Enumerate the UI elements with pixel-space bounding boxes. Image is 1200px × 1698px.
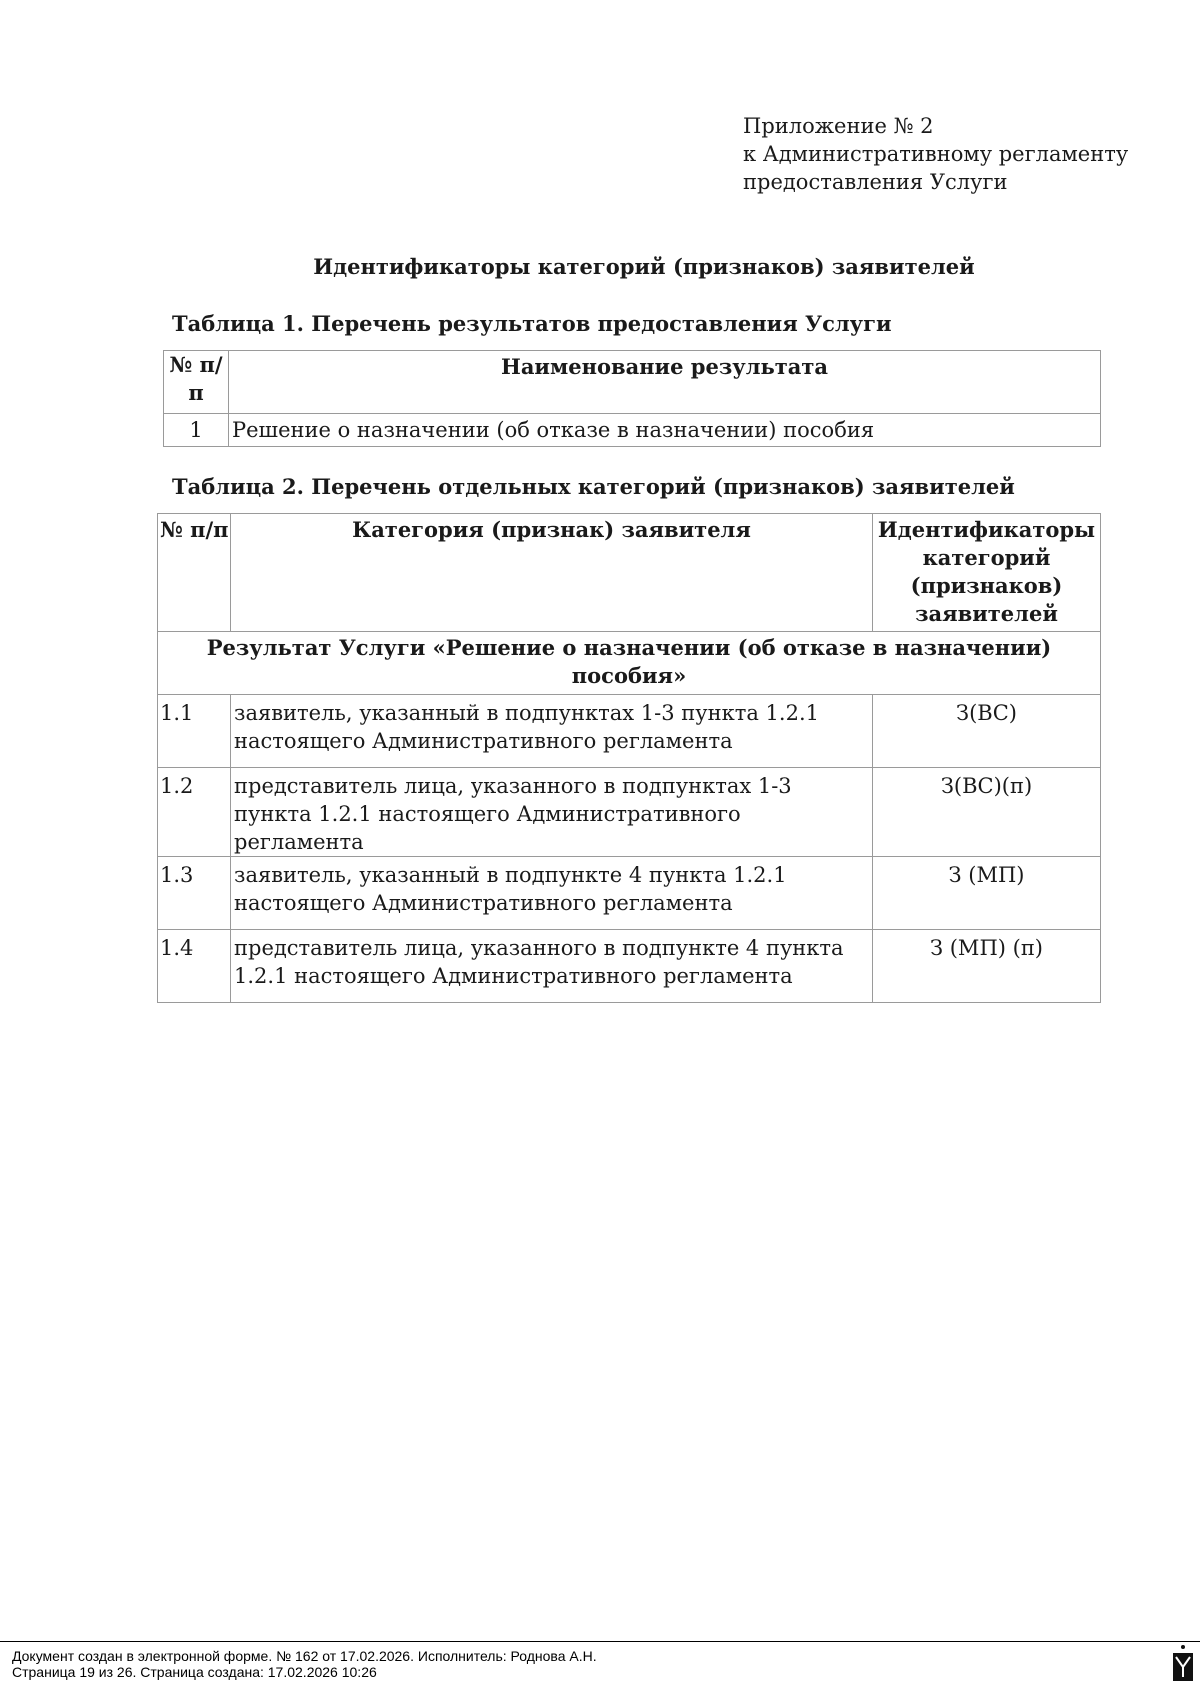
group-row: [158, 632, 1101, 695]
header-result-name: Наименование результата: [229, 351, 1101, 414]
row-identifier: З (МП) (п): [873, 930, 1101, 1003]
header-number: № п/п: [164, 351, 229, 414]
row-identifier: З (МП): [873, 857, 1101, 930]
row-number: 1.4: [158, 930, 231, 1003]
document-footer: [12, 1648, 597, 1680]
row-number: 1.2: [158, 768, 231, 857]
appendix-line-1: Приложение № 2: [743, 114, 934, 138]
row-category: заявитель, указанный в подпунктах 1-3 пункта 1.2.1 настоящего Административного регламента: [231, 695, 873, 768]
row-identifier: З(ВС): [873, 695, 1101, 768]
table2-caption: Таблица 2. Перечень отдельных категорий (признаков) заявителей: [172, 474, 1015, 499]
table-row: [164, 414, 1101, 447]
categories-table: [157, 513, 1101, 1003]
emblem-icon: [1171, 1643, 1195, 1683]
footer-line-1: Документ создан в электронной форме. № 162 от 17.02.2026. Исполнитель: Роднова А.Н.: [12, 1648, 597, 1664]
appendix-header: [743, 112, 1128, 196]
header-number: № п/п: [158, 514, 231, 632]
results-table: [163, 350, 1101, 447]
header-identifiers: Идентификаторы категорий (признаков) заявителей: [873, 514, 1101, 632]
document-title: Идентификаторы категорий (признаков) заявителей: [313, 254, 975, 279]
row-number: 1: [164, 414, 229, 447]
row-number: 1.1: [158, 695, 231, 768]
row-category: представитель лица, указанного в подпункте 4 пункта 1.2.1 настоящего Административного регламента: [231, 930, 873, 1003]
row-identifier: З(ВС)(п): [873, 768, 1101, 857]
table-row: [158, 768, 1101, 857]
header-category: Категория (признак) заявителя: [231, 514, 873, 632]
table-header-row: [158, 514, 1101, 632]
footer-divider: [0, 1641, 1200, 1642]
footer-line-2: Страница 19 из 26. Страница создана: 17.02.2026 10:26: [12, 1664, 377, 1680]
row-category: заявитель, указанный в подпункте 4 пункта 1.2.1 настоящего Административного регламента: [231, 857, 873, 930]
table-row: [158, 695, 1101, 768]
appendix-line-2: к Административному регламенту: [743, 142, 1129, 166]
table-row: [158, 930, 1101, 1003]
table-header-row: [164, 351, 1101, 414]
row-result-name: Решение о назначении (об отказе в назначении) пособия: [229, 414, 1101, 447]
group-title: Результат Услуги «Решение о назначении (об отказе в назначении) пособия»: [158, 632, 1101, 695]
row-category: представитель лица, указанного в подпунктах 1-3 пункта 1.2.1 настоящего Административного регламента: [231, 768, 873, 857]
appendix-line-3: предоставления Услуги: [743, 170, 1008, 194]
row-number: 1.3: [158, 857, 231, 930]
table1-caption: Таблица 1. Перечень результатов предоставления Услуги: [172, 311, 892, 336]
table-row: [158, 857, 1101, 930]
